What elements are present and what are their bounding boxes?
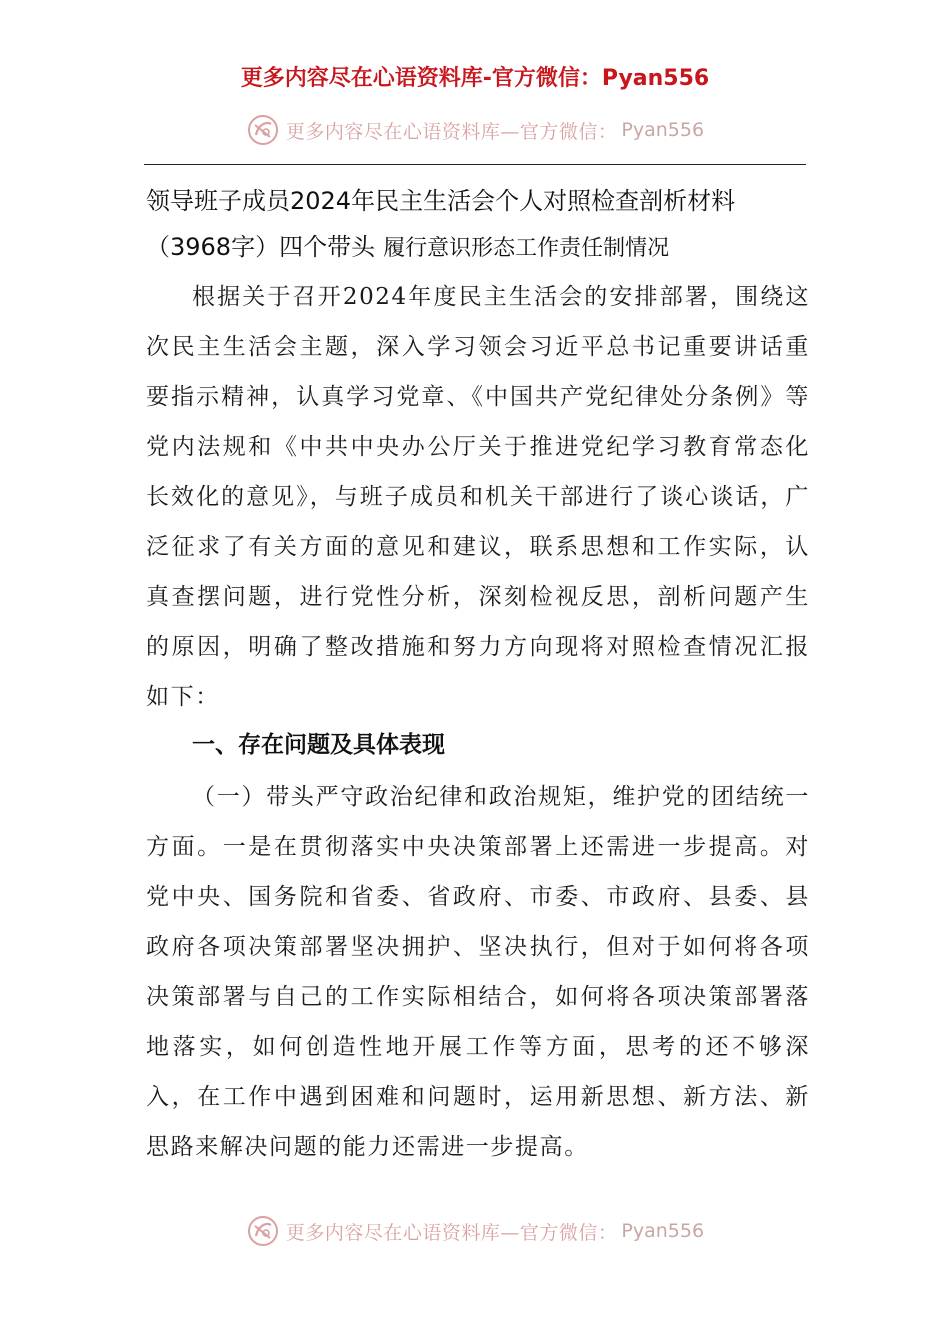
watermark-bottom — [0, 1211, 950, 1251]
document-title — [146, 178, 810, 272]
problems-section — [146, 772, 810, 1172]
intro-paragraph: 根据关于召开2024年度民主生活会的安排部署，围绕这次民主生活会主题，深入学习领会习近平总书记重要讲话重要指示精神，认真学习党章、《中国共产党纪律处分条例》等党内法规和《中共中央办公厅关于推进党纪学习教育常态化长效化的意见》，与班子成员和机关干部进行了谈心谈话，广泛征求了有关方面的意见和建议，联系思想和工作实际，认真查摆问题，进行党性分析，深刻检视反思，剖析问题产生的原因，明确了整改措施和努力方向现将对照检查情况汇报如下： — [146, 284, 810, 710]
title-line-1: 领导班子成员2024年民主生活会个人对照检查剖析材料 — [146, 187, 736, 215]
intro-section — [146, 272, 810, 722]
watermark-logo-icon — [246, 1214, 280, 1248]
title-line-2 — [146, 224, 810, 272]
section-paragraph: （一）带头严守政治纪律和政治规矩，维护党的团结统一方面。一是在贯彻落实中央决策部署上还需进一步提高。对党中央、国务院和省委、省政府、市委、市政府、县委、县政府各项决策部署坚决拥护、坚决执行，但对于如何将各项决策部署与自己的工作实际相结合，如何将各项决策部署落地落实，如何创造性地开展工作等方面，思考的还不够深入，在工作中遇到困难和问题时，运用新思想、新方法、新思路来解决问题的能力还需进一步提高。 — [146, 784, 810, 1160]
watermark-logo-icon — [246, 113, 280, 147]
watermark-top — [0, 110, 950, 150]
watermark-text: 更多内容尽在心语资料库—官方微信： — [285, 120, 618, 143]
header-divider — [144, 164, 806, 165]
top-banner: 更多内容尽在心语资料库-官方微信：Pyan556 — [240, 66, 710, 91]
watermark-id: Pyan556 — [621, 1220, 705, 1242]
title-line-2-main: （3968字）四个带头 — [146, 233, 376, 261]
watermark-id: Pyan556 — [621, 119, 705, 141]
title-subtitle: 履行意识形态工作责任制情况 — [383, 236, 670, 261]
watermark-text: 更多内容尽在心语资料库—官方微信： — [285, 1221, 618, 1244]
section-heading: 一、存在问题及具体表现 — [192, 732, 445, 758]
